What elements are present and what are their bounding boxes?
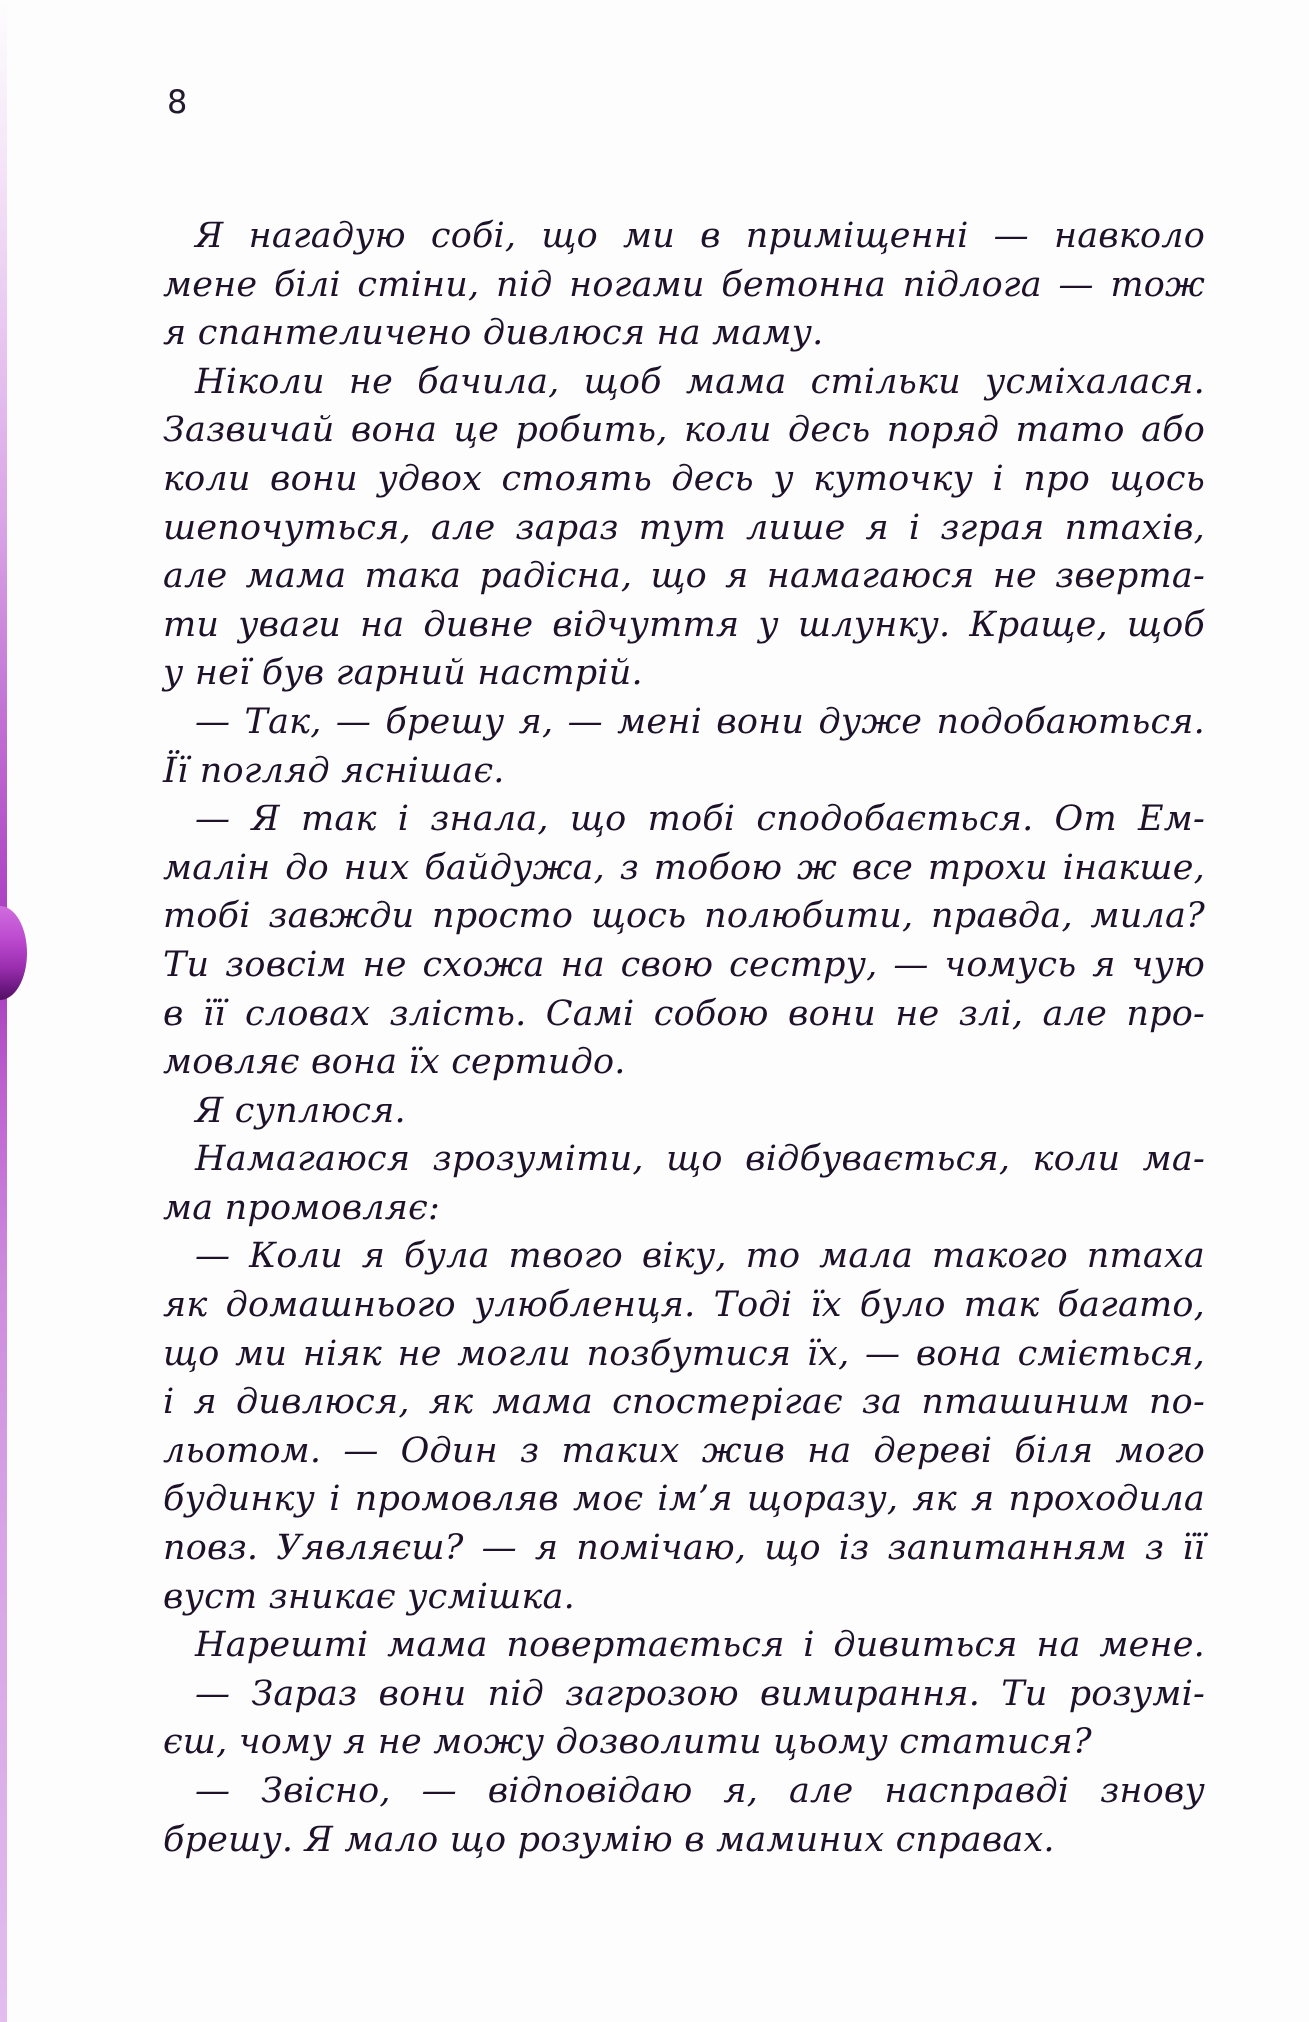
- text-line: мене білі стіни, під ногами бетонна підлога — тож: [163, 264, 1205, 305]
- text-line: але мама така радісна, що я намагаюся не зверта-: [163, 556, 1205, 597]
- page-curl-notch: [0, 906, 27, 1000]
- text-line: я спантеличено дивлюся на маму.: [163, 313, 824, 354]
- text-line: льотом. — Один з таких жив на дереві біля мого: [163, 1430, 1205, 1471]
- text-line: як домашнього улюбленця. Тоді їх було так багато,: [163, 1285, 1205, 1326]
- text-line: — Звісно, — відповідаю я, але насправді знову: [195, 1771, 1205, 1811]
- text-line: вуст зникає усмішка.: [163, 1576, 575, 1617]
- text-line: Нарешті мама повертається і дивиться на мене.: [195, 1625, 1205, 1666]
- text-line: — Так, — брешу я, — мені вони дуже подобаються.: [195, 701, 1205, 742]
- text-line: коли вони удвох стоять десь у куточку і про щось: [163, 458, 1205, 499]
- text-line: Ти зовсім не схожа на свою сестру, — чомусь я чую: [163, 944, 1205, 985]
- text-line: Я нагадую собі, що ми в приміщенні — навколо: [195, 216, 1205, 256]
- text-line: Її погляд яснішає.: [163, 750, 505, 791]
- text-line: і я дивлюся, як мама спостерігає за пташиним по-: [163, 1382, 1205, 1423]
- text-line: тобі завжди просто щось полюбити, правда, мила?: [163, 896, 1205, 937]
- text-line: Намагаюся зрозуміти, що відбувається, коли ма-: [195, 1139, 1205, 1180]
- text-line: — Я так і знала, що тобі сподобається. От Ем-: [195, 799, 1205, 840]
- text-line: ма промовляє:: [163, 1187, 440, 1228]
- text-line: Ніколи не бачила, щоб мама стільки усміхалася.: [195, 361, 1205, 402]
- text-line: єш, чому я не можу дозволити цьому статися?: [163, 1722, 1092, 1763]
- text-line: ти уваги на дивне відчуття у шлунку. Краще, щоб: [163, 604, 1205, 645]
- text-line: шепочуться, але зараз тут лише я і зграя птахів,: [163, 507, 1205, 548]
- text-line: будинку і промовляв моє ім’я щоразу, як я проходила: [163, 1479, 1205, 1520]
- body-text: [163, 212, 1205, 1864]
- text-line: Зазвичай вона це робить, коли десь поряд тато або: [163, 410, 1205, 451]
- text-line: — Зараз вони під загрозою вимирання. Ти розумі-: [195, 1673, 1205, 1714]
- text-line: мовляє вона їх сертидо.: [163, 1042, 626, 1083]
- text-line: у неї був гарний настрій.: [163, 653, 643, 694]
- text-line: брешу. Я мало що розумію в маминих справах.: [163, 1819, 1055, 1860]
- text-line: в її словах злість. Самі собою вони не злі, але про-: [163, 993, 1205, 1034]
- text-line: Я суплюся.: [195, 1090, 406, 1131]
- text-line: що ми ніяк не могли позбутися їх, — вона сміється,: [163, 1333, 1205, 1374]
- page-number: 8: [167, 83, 188, 121]
- text-line: повз. Уявляєш? — я помічаю, що із запитанням з її: [163, 1528, 1205, 1569]
- page-edge-gradient: [0, 0, 7, 2022]
- text-line: малін до них байдужа, з тобою ж все трохи інакше,: [163, 847, 1205, 888]
- text-line: — Коли я була твого віку, то мала такого птаха: [195, 1236, 1205, 1277]
